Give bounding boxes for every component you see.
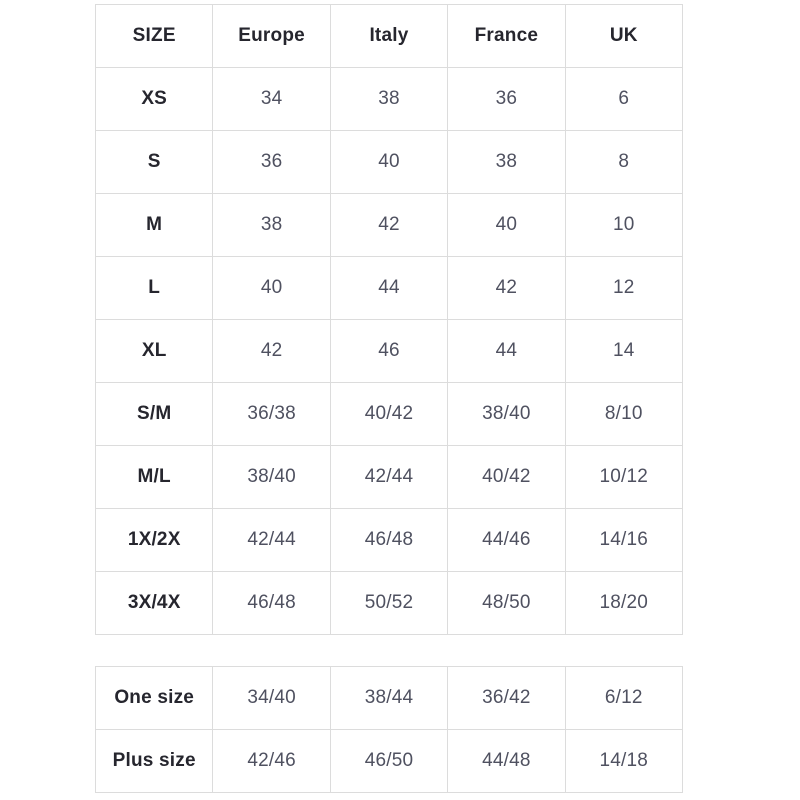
table-cell: 44 (330, 257, 447, 320)
table-cell: 40 (213, 257, 330, 320)
row-label: One size (96, 667, 213, 730)
row-label: M/L (96, 446, 213, 509)
table-cell: 42/44 (213, 509, 330, 572)
table-row-xl (96, 320, 683, 383)
column-header-italy: Italy (330, 5, 447, 68)
table-cell: 38/44 (330, 667, 447, 730)
table-cell: 10/12 (565, 446, 682, 509)
table-cell: 38 (448, 131, 565, 194)
table-cell: 46 (330, 320, 447, 383)
table-cell: 40 (330, 131, 447, 194)
column-header-europe: Europe (213, 5, 330, 68)
column-header-uk: UK (565, 5, 682, 68)
table-cell: 50/52 (330, 572, 447, 635)
table-cell: 42 (330, 194, 447, 257)
table-cell: 40 (448, 194, 565, 257)
table-cell: 46/48 (213, 572, 330, 635)
size-conversion-table (95, 4, 683, 635)
table-cell: 6 (565, 68, 682, 131)
table-cell: 38 (213, 194, 330, 257)
table-row-m (96, 194, 683, 257)
table-header-row (96, 5, 683, 68)
table-cell: 42 (213, 320, 330, 383)
row-label: Plus size (96, 730, 213, 793)
table-cell: 36/42 (448, 667, 565, 730)
table-cell: 38/40 (213, 446, 330, 509)
table-cell: 44/48 (448, 730, 565, 793)
table-cell: 6/12 (565, 667, 682, 730)
table-cell: 34 (213, 68, 330, 131)
table-cell: 38/40 (448, 383, 565, 446)
row-label: 1X/2X (96, 509, 213, 572)
table-cell: 44/46 (448, 509, 565, 572)
table-cell: 8 (565, 131, 682, 194)
table-cell: 14/16 (565, 509, 682, 572)
table-cell: 42 (448, 257, 565, 320)
table-cell: 18/20 (565, 572, 682, 635)
table-cell: 40/42 (448, 446, 565, 509)
table-cell: 14/18 (565, 730, 682, 793)
row-label: M (96, 194, 213, 257)
table-cell: 36/38 (213, 383, 330, 446)
table-row-s (96, 131, 683, 194)
table-row-one-size (96, 667, 683, 730)
table-cell: 36 (213, 131, 330, 194)
table-cell: 38 (330, 68, 447, 131)
table-cell: 10 (565, 194, 682, 257)
column-header-size: SIZE (96, 5, 213, 68)
row-label: 3X/4X (96, 572, 213, 635)
table-cell: 40/42 (330, 383, 447, 446)
table-row-xs (96, 68, 683, 131)
table-cell: 14 (565, 320, 682, 383)
row-label: L (96, 257, 213, 320)
table-cell: 36 (448, 68, 565, 131)
table-row-sm (96, 383, 683, 446)
row-label: S/M (96, 383, 213, 446)
special-size-table (95, 666, 683, 793)
row-label: S (96, 131, 213, 194)
row-label: XL (96, 320, 213, 383)
table-row-plus-size (96, 730, 683, 793)
table-cell: 42/46 (213, 730, 330, 793)
table-row-l (96, 257, 683, 320)
table-row-3x4x (96, 572, 683, 635)
row-label: XS (96, 68, 213, 131)
table-cell: 48/50 (448, 572, 565, 635)
table-row-1x2x (96, 509, 683, 572)
table-cell: 46/50 (330, 730, 447, 793)
table-cell: 46/48 (330, 509, 447, 572)
table-cell: 8/10 (565, 383, 682, 446)
table-cell: 12 (565, 257, 682, 320)
table-cell: 42/44 (330, 446, 447, 509)
table-cell: 44 (448, 320, 565, 383)
column-header-france: France (448, 5, 565, 68)
table-cell: 34/40 (213, 667, 330, 730)
table-row-ml (96, 446, 683, 509)
